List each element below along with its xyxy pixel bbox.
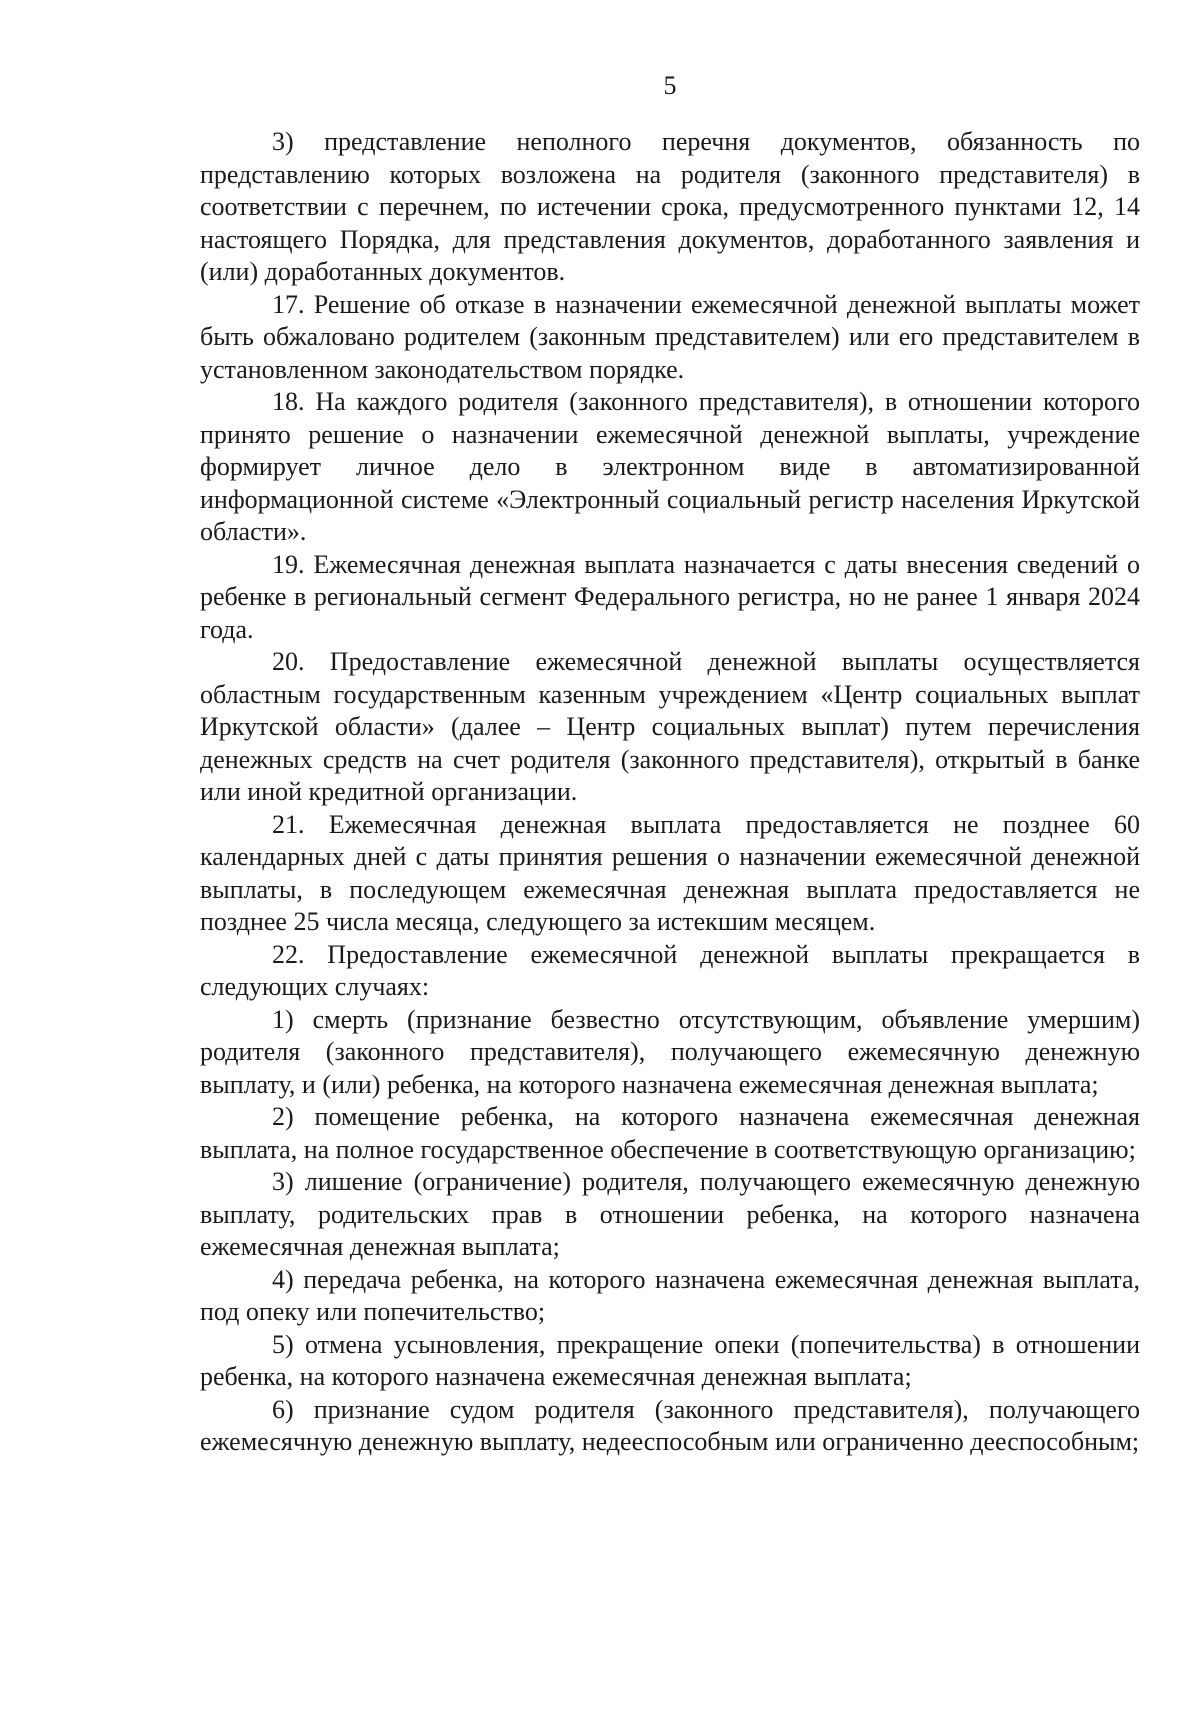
paragraph-17: 17. Решение об отказе в назначении ежемесячной денежной выплаты может быть обжаловано родителем (законным представителем) или его представителем в установленном законодательством порядке. <box>200 289 1140 384</box>
document-body <box>200 126 1140 1459</box>
list-item-1: 1) смерть (признание безвестно отсутствующим, объявление умершим) родителя (законного представителя), получающего ежемесячную денежную выплату, и (или) ребенка, на которого назначена ежемесячная денежная выплата; <box>200 1004 1140 1099</box>
list-item-5: 5) отмена усыновления, прекращение опеки (попечительства) в отношении ребенка, на которого назначена ежемесячная денежная выплата; <box>200 1329 1140 1391</box>
page-number: 5 <box>663 71 677 100</box>
paragraph-19: 19. Ежемесячная денежная выплата назначается с даты внесения сведений о ребенке в региональный сегмент Федерального регистра, но не ранее 1 января 2024 года. <box>200 549 1140 644</box>
list-item-4: 4) передача ребенка, на которого назначена ежемесячная денежная выплата, под опеку или попечительство; <box>200 1264 1140 1326</box>
list-item-3: 3) лишение (ограничение) родителя, получающего ежемесячную денежную выплату, родительских прав в отношении ребенка, на которого назначена ежемесячная денежная выплата; <box>200 1167 1140 1261</box>
paragraph-22: 22. Предоставление ежемесячной денежной выплаты прекращается в следующих случаях: <box>200 939 1140 1001</box>
list-item-2: 2) помещение ребенка, на которого назначена ежемесячная денежная выплата, на полное государственное обеспечение в соответствующую организацию; <box>200 1102 1140 1164</box>
paragraph-18: 18. На каждого родителя (законного представителя), в отношении которого принято решение о назначении ежемесячной денежной выплаты, учреждение формирует личное дело в электронном виде в автоматизированной информационной системе «Электронный социальный регистр населения Иркутской области». <box>200 387 1140 546</box>
paragraph-21: 21. Ежемесячная денежная выплата предоставляется не позднее 60 календарных дней с даты принятия решения о назначении ежемесячной денежной выплаты, в последующем ежемесячная денежная выплата предоставляется не позднее 25 числа месяца, следующего за истекшим месяцем. <box>200 809 1140 936</box>
list-item-6: 6) признание судом родителя (законного представителя), получающего ежемесячную денежную выплату, недееспособным или ограниченно дееспособным; <box>200 1394 1140 1456</box>
paragraph-item-3: 3) представление неполного перечня документов, обязанность по представлению которых возложена на родителя (законного представителя) в соответствии с перечнем, по истечении срока, предусмотренного пунктами 12, 14 настоящего Порядка, для представления документов, доработанного заявления и (или) доработанных документов. <box>200 127 1140 286</box>
paragraph-20: 20. Предоставление ежемесячной денежной выплаты осуществляется областным государственным казенным учреждением «Центр социальных выплат Иркутской области» (далее – Центр социальных выплат) путем перечисления денежных средств на счет родителя (законного представителя), открытый в банке или иной кредитной организации. <box>200 647 1140 806</box>
